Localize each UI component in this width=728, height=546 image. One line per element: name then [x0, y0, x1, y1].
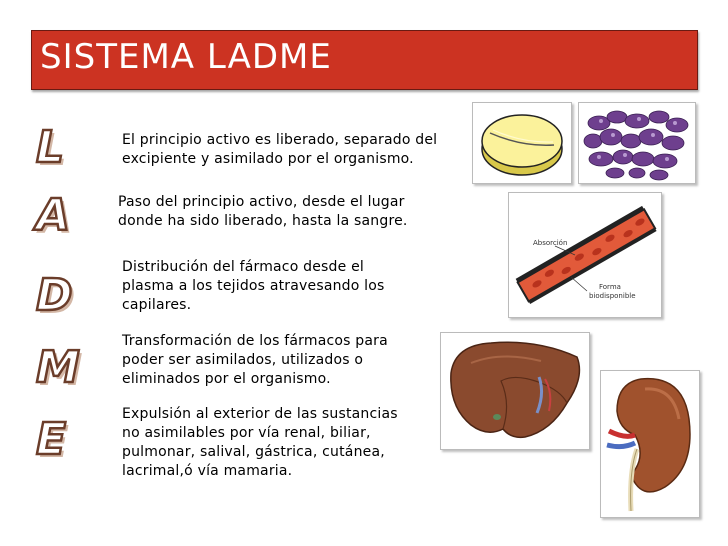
desc-line: no asimilables por vía renal, biliar, — [122, 425, 371, 441]
desc-line: capilares. — [122, 297, 192, 313]
absorption-label: Absorción — [533, 239, 568, 247]
kidney-icon — [601, 371, 699, 517]
desc-line: Distribución del fármaco desde el — [122, 259, 364, 275]
granules-image — [578, 102, 696, 184]
desc-line: poder ser asimilados, utilizados o — [122, 352, 364, 368]
excretion-description — [122, 405, 398, 481]
letter-a: A — [36, 190, 71, 241]
absorption-description — [118, 193, 408, 231]
bioavailable-label: biodisponible — [589, 292, 636, 300]
liberation-description — [122, 131, 437, 169]
liver-icon — [441, 333, 589, 449]
kidney-image — [600, 370, 700, 518]
metabolism-description — [122, 332, 388, 389]
desc-line: pulmonar, salival, gástrica, cutánea, — [122, 444, 385, 460]
form-label: Forma — [599, 283, 621, 291]
desc-line: donde ha sido liberado, hasta la sangre. — [118, 213, 408, 229]
powder-granules-icon — [579, 103, 695, 183]
letter-d: D — [36, 270, 73, 321]
desc-line: Expulsión al exterior de las sustancias — [122, 406, 398, 422]
blood-vessel-diagram — [509, 193, 661, 317]
letter-l: L — [36, 122, 65, 173]
vessel-image — [508, 192, 662, 318]
distribution-description — [122, 258, 385, 315]
slide-title: SISTEMA LADME — [40, 37, 332, 77]
desc-line: Paso del principio activo, desde el lugar — [118, 194, 405, 210]
desc-line: plasma a los tejidos atravesando los — [122, 278, 385, 294]
tablet-image — [472, 102, 572, 184]
tablet-pill-icon — [473, 103, 571, 183]
letter-e: E — [36, 414, 67, 465]
desc-line: excipiente y asimilado por el organismo. — [122, 151, 414, 167]
desc-line: El principio activo es liberado, separado del — [122, 132, 438, 148]
title-bar — [31, 30, 698, 90]
liver-image — [440, 332, 590, 450]
desc-line: eliminados por el organismo. — [122, 371, 331, 387]
desc-line: lacrimal,ó vía mamaria. — [122, 463, 293, 479]
desc-line: Transformación de los fármacos para — [122, 333, 388, 349]
letter-m: M — [36, 342, 80, 393]
